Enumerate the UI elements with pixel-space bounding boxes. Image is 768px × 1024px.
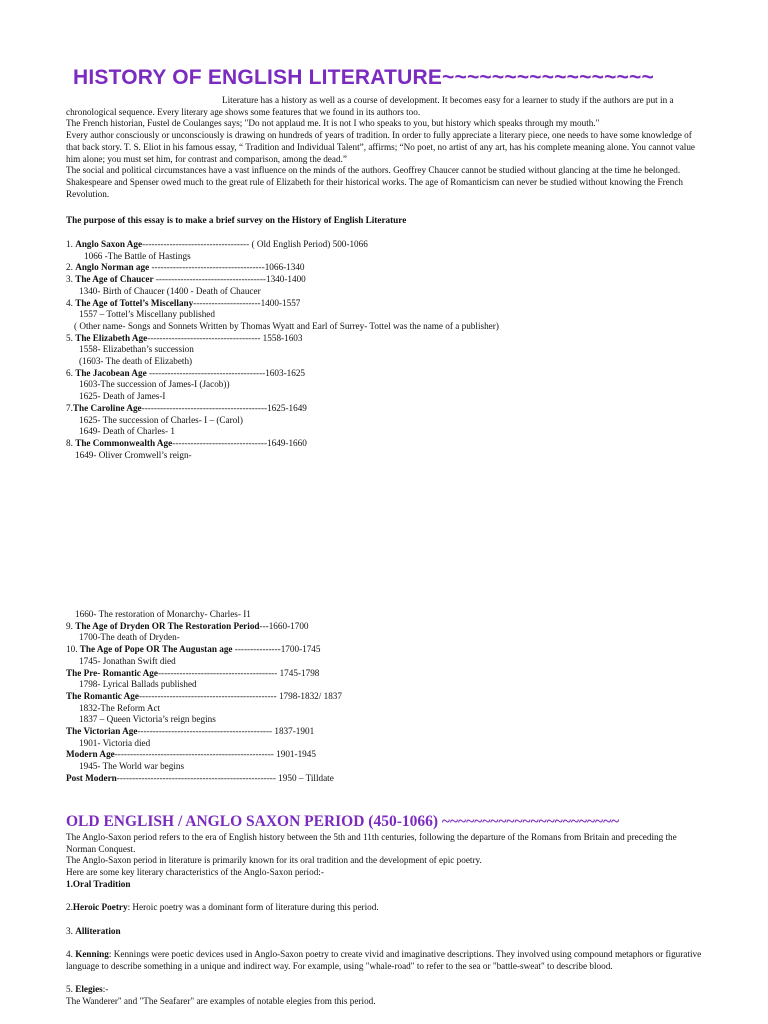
age-dates: ---1660-1700 bbox=[259, 620, 309, 631]
age-name: The Victorian Age bbox=[66, 726, 138, 737]
age-entry bbox=[66, 438, 706, 450]
age-event-line: ( Other name- Songs and Sonnets Written by Thomas Wyatt and Earl of Surrey- Tottel was the name of a publisher) bbox=[74, 320, 499, 331]
age-dates: -----------------------------------------1625-1649 bbox=[141, 402, 307, 413]
alliteration-term: Alliteration bbox=[75, 925, 121, 936]
age-event-line: 1945- The World war begins bbox=[79, 761, 185, 772]
age-name: The Elizabeth Age bbox=[75, 332, 148, 343]
age-number: 8. bbox=[66, 437, 76, 448]
ages-list-part2 bbox=[66, 609, 706, 785]
age-name: The Commonwealth Age bbox=[75, 437, 173, 448]
oe-paragraph: The Anglo-Saxon period in literature is primarily known for its oral tradition and the development of epic poetry. bbox=[66, 855, 482, 866]
age-name: Modern Age bbox=[66, 749, 115, 760]
age-entry bbox=[66, 239, 706, 251]
age-entry bbox=[66, 668, 706, 680]
intro-paragraph: Every author consciously or unconsciously is drawing on hundreds of years of tradition. In order to fully appreciate a literary piece, one needs to have some knowledge of that back story. T. S. Eliot in his famous essay, “ Tradition and Individual Talent”, affirms; “No poet, no artist of any art, has his complete meaning alone. You cannot value him alone; you must set him, for contrast and comparison, among the dead.” bbox=[66, 130, 696, 164]
age-event-line: 1649- Death of Charles- 1 bbox=[79, 426, 175, 437]
age-dates: --------------------------------------- 1745-1798 bbox=[157, 667, 320, 678]
age-dates: ---------------------------------------------------- 1950 – Tilldate bbox=[116, 772, 334, 783]
age-number: 10. bbox=[66, 644, 80, 655]
age-number: 5. bbox=[66, 332, 76, 343]
age-event-line: 1066 -The Battle of Hastings bbox=[84, 250, 191, 261]
oe-paragraph: The Anglo-Saxon period refers to the era of English history between the 5th and 11th centuries, following the departure of the Romans from Britain and preceding the Norman Conquest. bbox=[66, 832, 677, 854]
old-english-section bbox=[66, 832, 706, 1007]
age-dates: ------------------------------------- 1558-1603 bbox=[147, 332, 303, 343]
age-dates: ---------------1700-1745 bbox=[232, 644, 321, 655]
age-dates: --------------------------------------------- 1798-1832/ 1837 bbox=[138, 690, 342, 701]
age-entry bbox=[66, 298, 706, 310]
purpose-heading: The purpose of this essay is to make a brief survey on the History of English Literature bbox=[66, 215, 407, 225]
ages-list-part1 bbox=[66, 239, 706, 461]
age-number: 2. bbox=[66, 262, 76, 273]
age-name: The Romantic Age bbox=[66, 690, 139, 701]
age-event-line: 1832-The Reform Act bbox=[79, 702, 161, 713]
item-number: 5. bbox=[66, 984, 76, 995]
age-number: 6. bbox=[66, 367, 76, 378]
age-entry bbox=[66, 403, 706, 415]
age-dates: ---------------------------------------------------- 1901-1945 bbox=[114, 749, 316, 760]
elegies-suffix: :- bbox=[102, 984, 109, 995]
age-dates: -------------------------------------------- 1837-1901 bbox=[137, 726, 315, 737]
age-dates: -------------------------------------1066-1340 bbox=[149, 262, 305, 273]
elegies-text: The Wanderer" and "The Seafarer" are examples of notable elegies from this period. bbox=[66, 995, 376, 1006]
oral-tradition-heading: 1.Oral Tradition bbox=[66, 878, 131, 889]
intro-section bbox=[66, 95, 706, 200]
item-number: 2. bbox=[66, 902, 73, 913]
age-dates: ------------------------------------1340-1400 bbox=[153, 274, 306, 285]
age-name: The Jacobean Age bbox=[75, 367, 147, 378]
age-number: 3. bbox=[66, 274, 76, 285]
age-event-line: 1625- Death of James-I bbox=[79, 391, 166, 402]
age-number: 1. bbox=[66, 239, 76, 249]
age-name: The Caroline Age bbox=[72, 402, 142, 413]
age-number: 9. bbox=[66, 620, 76, 631]
age-number: 7. bbox=[66, 402, 73, 413]
age-entry bbox=[66, 773, 706, 785]
item-number: 3. bbox=[66, 925, 76, 936]
item-number: 4. bbox=[66, 948, 76, 959]
age-entry bbox=[66, 691, 706, 703]
age-name: Anglo Norman age bbox=[75, 262, 150, 273]
age-event-line: 1557 – Tottel’s Miscellany published bbox=[79, 309, 215, 320]
intro-paragraph: The social and political circumstances have a vast influence on the minds of the authors. Geoffrey Chaucer cannot be studied without glancing at the time he belonged. Shakespeare and Spenser owed much to the great rule of Elizabeth for their historical works. The age of Romanticism can never be studied without knowing the French Revolution. bbox=[66, 165, 683, 199]
age-event-line: 1625- The succession of Charles- I – (Carol) bbox=[79, 414, 243, 425]
kenning-term: Kenning bbox=[75, 948, 109, 959]
elegies-term: Elegies bbox=[75, 984, 103, 995]
age-dates: -------------------------------1649-1660 bbox=[172, 437, 307, 448]
heroic-poetry-item bbox=[66, 902, 706, 914]
age-dates: ----------------------------------- ( Old English Period) 500-1066 bbox=[142, 239, 368, 249]
kenning-item bbox=[66, 949, 706, 972]
age-name: The Age of Pope OR The Augustan age bbox=[79, 644, 233, 655]
oe-paragraph: Here are some key literary characteristics of the Anglo-Saxon period:- bbox=[66, 867, 324, 878]
old-english-title: OLD ENGLISH / ANGLO SAXON PERIOD (450-1066) ~~~~~~~~~~~~~~~~~~~~~~ bbox=[66, 813, 620, 830]
age-name: The Pre- Romantic Age bbox=[66, 667, 158, 678]
age-name: Post Modern bbox=[66, 772, 117, 783]
age-entry bbox=[66, 333, 706, 345]
age-name: The Age of Dryden OR The Restoration Period bbox=[75, 620, 260, 631]
age-name: The Age of Tottel’s Miscellany bbox=[75, 297, 194, 308]
age-event-line: 1649- Oliver Cromwell’s reign- bbox=[75, 449, 192, 460]
age-event-line: 1798- Lyrical Ballads published bbox=[79, 679, 197, 690]
age-entry bbox=[66, 726, 706, 738]
age-number: 4. bbox=[66, 297, 76, 308]
elegies-item bbox=[66, 984, 706, 996]
heroic-poetry-term: Heroic Poetry bbox=[72, 902, 128, 913]
age-entry bbox=[66, 749, 706, 761]
age-event-line: 1603-The succession of James-I (Jacob)) bbox=[79, 379, 230, 390]
age-entry bbox=[66, 274, 706, 286]
age-name: The Age of Chaucer bbox=[75, 274, 154, 285]
page-title: HISTORY OF ENGLISH LITERATURE~~~~~~~~~~~~~~~~~ bbox=[73, 66, 654, 89]
kenning-text: : Kennings were poetic devices used in Anglo-Saxon poetry to create vivid and imaginative descriptions. They involved using compound metaphors or figurative language to describe something in a unique and indirect way. For example, using "whale-road" to refer to the sea or "battle-sweat" to describe blood. bbox=[66, 948, 702, 971]
age-event-line: 1340- Birth of Chaucer (1400 - Death of Chaucer bbox=[79, 285, 261, 296]
age-event-line: 1700-The death of Dryden- bbox=[79, 632, 180, 643]
intro-paragraph: The French historian, Fustel de Coulanges says; "Do not applaud me. It is not I who speaks to you, but history which speaks through my mouth." bbox=[66, 118, 600, 129]
heroic-poetry-text: : Heroic poetry was a dominant form of literature during this period. bbox=[127, 902, 379, 913]
alliteration-item bbox=[66, 926, 706, 938]
age-dates: --------------------------------------1603-1625 bbox=[146, 367, 306, 378]
intro-paragraph: Literature has a history as well as a course of development. It becomes easy for a learner to study if the authors are put in a chronological sequence. Every literary age shows some features that we found in its authors too. bbox=[66, 95, 674, 117]
age-entry bbox=[66, 262, 706, 274]
age-event-line: 1558- Elizabethan’s succession bbox=[79, 344, 194, 355]
age-dates: ----------------------1400-1557 bbox=[193, 297, 301, 308]
age-event-line: (1603- The death of Elizabeth) bbox=[79, 356, 193, 367]
age-event-line: 1901- Victoria died bbox=[79, 737, 151, 748]
age-entry bbox=[66, 644, 706, 656]
age-event-line: 1837 – Queen Victoria’s reign begins bbox=[79, 714, 216, 725]
age-entry bbox=[66, 368, 706, 380]
age-name: Anglo Saxon Age bbox=[75, 239, 143, 249]
age-event-line: 1745- Jonathan Swift died bbox=[79, 655, 176, 666]
age-event-line: 1660- The restoration of Monarchy- Charles- I1 bbox=[75, 609, 251, 619]
age-entry bbox=[66, 621, 706, 633]
